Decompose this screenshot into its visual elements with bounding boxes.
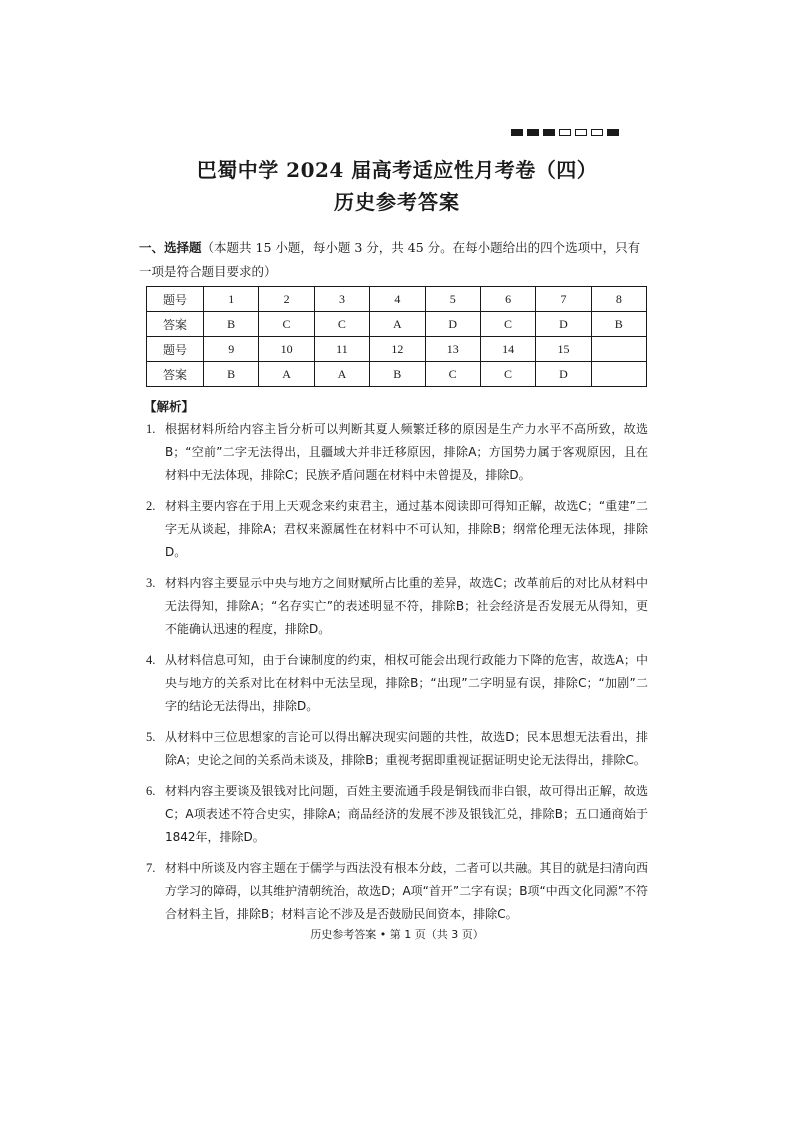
corner-mark bbox=[511, 129, 523, 136]
corner-mark bbox=[559, 129, 571, 136]
table-cell: 11 bbox=[314, 337, 369, 362]
analysis-item bbox=[146, 418, 648, 487]
table-cell: 4 bbox=[370, 287, 425, 312]
analysis-item-text: 材料主要内容在于用上天观念来约束君主，通过基本阅读即可得知正解，故选C；“重建”二字无从谈起，排除A；君权来源属性在材料中不可认知，排除B；纲常伦理无法体现，排除D。 bbox=[165, 499, 648, 559]
row-header-cell: 题号 bbox=[147, 337, 204, 362]
row-header-cell: 题号 bbox=[147, 287, 204, 312]
table-cell: 14 bbox=[480, 337, 535, 362]
table-cell: 13 bbox=[425, 337, 480, 362]
table-cell: A bbox=[370, 312, 425, 337]
analysis-item bbox=[146, 572, 648, 641]
analysis-item-text: 从材料中三位思想家的言论可以得出解决现实问题的共性，故选D；民本思想无法看出，排除A；史论之间的关系尚未谈及，排除B；重视考据即重视证据证明史论无法得出，排除C。 bbox=[165, 730, 648, 767]
corner-mark bbox=[607, 129, 619, 136]
table-cell: C bbox=[480, 312, 535, 337]
table-cell bbox=[591, 337, 646, 362]
table-cell bbox=[591, 362, 646, 387]
table-cell: B bbox=[370, 362, 425, 387]
analysis-item-text: 从材料信息可知，由于台谏制度的约束，相权可能会出现行政能力下降的危害，故选A；中央与地方的关系对比在材料中无法呈现，排除B；“出现”二字明显有误，排除C；“加剧”二字的结论无法得出，排除D。 bbox=[165, 653, 648, 713]
table-cell: 5 bbox=[425, 287, 480, 312]
analysis-item-text: 材料中所谈及内容主题在于儒学与西法没有根本分歧，二者可以共融。其目的就是扫清向西方学习的障碍，以其维护清朝统治，故选D；A项“首开”二字有误；B项“中西文化同源”不符合材料主旨，排除B；材料言论不涉及是否鼓励民间资本，排除C。 bbox=[165, 861, 648, 921]
table-cell: 2 bbox=[259, 287, 314, 312]
row-header-cell: 答案 bbox=[147, 362, 204, 387]
table-cell: 3 bbox=[314, 287, 369, 312]
table-cell: B bbox=[204, 312, 259, 337]
corner-mark bbox=[591, 129, 603, 136]
corner-mark bbox=[575, 129, 587, 136]
row-header-cell: 答案 bbox=[147, 312, 204, 337]
table-cell: 6 bbox=[480, 287, 535, 312]
exam-title: 巴蜀中学 2024 届高考适应性月考卷（四） bbox=[196, 158, 598, 182]
answer-row bbox=[147, 362, 647, 387]
analysis-item bbox=[146, 780, 648, 849]
table-cell: A bbox=[314, 362, 369, 387]
table-cell: B bbox=[204, 362, 259, 387]
table-cell: B bbox=[591, 312, 646, 337]
analysis-item-number: 6. bbox=[146, 784, 156, 798]
table-cell: 12 bbox=[370, 337, 425, 362]
table-cell: 15 bbox=[536, 337, 591, 362]
analysis-list bbox=[146, 418, 648, 934]
corner-mark bbox=[543, 129, 555, 136]
section-intro bbox=[139, 236, 651, 284]
corner-marks bbox=[511, 129, 619, 136]
analysis-item-number: 5. bbox=[146, 730, 156, 744]
table-cell: A bbox=[259, 362, 314, 387]
analysis-item bbox=[146, 726, 648, 772]
analysis-item-number: 3. bbox=[146, 576, 156, 590]
table-cell: C bbox=[259, 312, 314, 337]
question-number-row bbox=[147, 287, 647, 312]
table-cell: 1 bbox=[204, 287, 259, 312]
section-description: （本题共 15 小题，每小题 3 分，共 45 分。在每小题给出的四个选项中，只有一项是符合题目要求的） bbox=[139, 240, 641, 279]
analysis-item bbox=[146, 857, 648, 926]
table-cell: C bbox=[314, 312, 369, 337]
analysis-item-number: 7. bbox=[146, 861, 156, 875]
table-cell: 8 bbox=[591, 287, 646, 312]
analysis-item-number: 2. bbox=[146, 499, 156, 513]
answer-row bbox=[147, 312, 647, 337]
analysis-item-text: 材料内容主要显示中央与地方之间财赋所占比重的差异，故选C；改革前后的对比从材料中无法得知，排除A；“名存实亡”的表述明显不符，排除B；社会经济是否发展无从得知，更不能确认迅速的程度，排除D。 bbox=[165, 576, 648, 636]
table-cell: C bbox=[480, 362, 535, 387]
analysis-heading: 【解析】 bbox=[144, 399, 195, 414]
analysis-item bbox=[146, 649, 648, 718]
analysis-item-number: 1. bbox=[146, 422, 156, 436]
question-number-row bbox=[147, 337, 647, 362]
answer-table bbox=[146, 286, 647, 387]
table-cell: 9 bbox=[204, 337, 259, 362]
table-cell: D bbox=[425, 312, 480, 337]
table-cell: 10 bbox=[259, 337, 314, 362]
analysis-item-text: 根据材料所给内容主旨分析可以判断其夏人频繁迁移的原因是生产力水平不高所致，故选B；“空前”二字无法得出，且疆域大并非迁移原因，排除A；方国势力属于客观原因，且在材料中无法体现，排除C；民族矛盾问题在材料中未曾提及，排除D。 bbox=[165, 422, 648, 482]
table-cell: C bbox=[425, 362, 480, 387]
analysis-item bbox=[146, 495, 648, 564]
section-label: 一、选择题 bbox=[139, 240, 202, 255]
analysis-item-number: 4. bbox=[146, 653, 156, 667]
page-footer: 历史参考答案 • 第 1 页（共 3 页） bbox=[310, 928, 484, 941]
table-cell: 7 bbox=[536, 287, 591, 312]
table-cell: D bbox=[536, 312, 591, 337]
analysis-item-text: 材料内容主要谈及银钱对比问题，百姓主要流通手段是铜钱而非白银，故可得出正解，故选C；A项表述不符合史实，排除A；商品经济的发展不涉及银钱汇兑，排除B；五口通商始于1842年，排除D。 bbox=[165, 784, 648, 844]
exam-subtitle: 历史参考答案 bbox=[334, 190, 460, 214]
table-cell: D bbox=[536, 362, 591, 387]
corner-mark bbox=[527, 129, 539, 136]
